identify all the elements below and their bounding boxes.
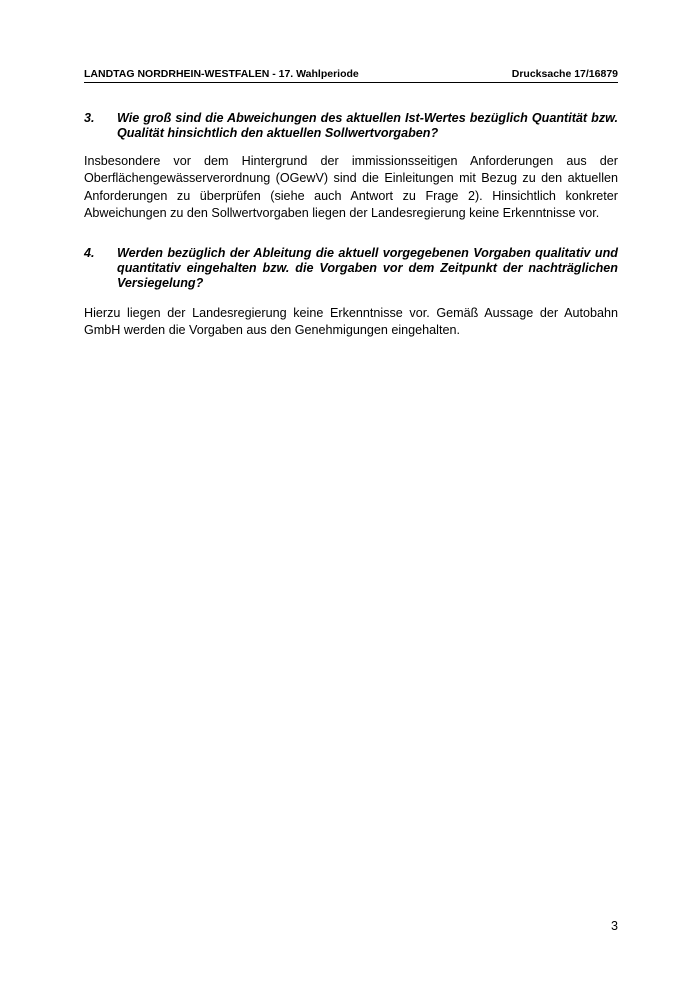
answer-3: Insbesondere vor dem Hintergrund der immissionsseitigen Anforderungen aus der Oberflächengewässerverordnung (OGewV) sind die Einleitungen mit Bezug zu den aktuellen Anforderungen zu überprüfen (siehe auch Antwort zu Frage 2). Hinsichtlich konkreter Abweichungen zu den Sollwertvorgaben liegen der Landesregierung keine Erkenntnisse vor. (84, 154, 618, 220)
header-divider (84, 82, 618, 83)
header-document-number: Drucksache 17/16879 (511, 68, 618, 80)
question-number: 4. (84, 246, 95, 260)
question-text: Wie groß sind die Abweichungen des aktuellen Ist-Wertes bezüglich Quantität bzw. Qualität hinsichtlich den aktuellen Sollwertvorgaben? (117, 111, 618, 140)
page-header (84, 67, 618, 81)
answer-4: Hierzu liegen der Landesregierung keine Erkenntnisse vor. Gemäß Aussage der Autobahn GmbH werden die Vorgaben aus den Genehmigungen eingehalten. (84, 306, 618, 338)
question-text: Werden bezüglich der Ableitung die aktuell vorgegebenen Vorgaben qualitativ und quantitativ eingehalten bzw. die Vorgaben vor dem Zeitpunkt der nachträglichen Versiegelung? (117, 246, 618, 290)
question-3 (84, 111, 618, 141)
question-4 (84, 246, 618, 291)
page-number: 3 (610, 919, 618, 933)
header-parliament-title: LANDTAG NORDRHEIN-WESTFALEN - 17. Wahlperiode (84, 68, 359, 80)
question-number: 3. (84, 111, 95, 125)
